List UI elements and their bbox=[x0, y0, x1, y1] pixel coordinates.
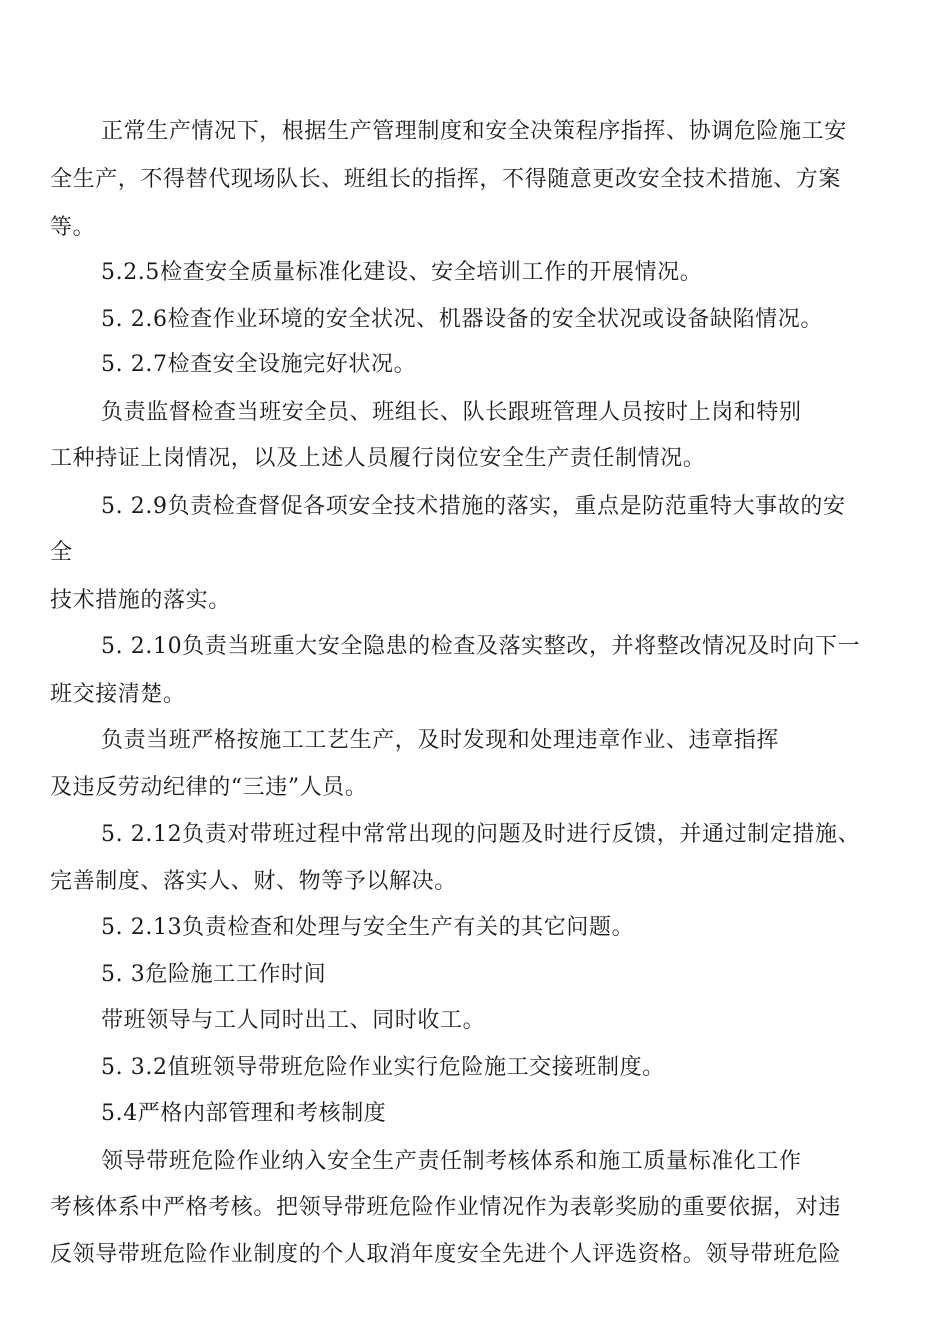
text-line: 5. 2.10负责当班重大安全隐患的检查及落实整改，并将整改情况及时向下一 bbox=[101, 634, 861, 659]
text-line: 5.4严格内部管理和考核制度 bbox=[101, 1101, 387, 1126]
text-line: 等。 bbox=[50, 215, 96, 240]
text-line: 全生产，不得替代现场队长、班组长的指挥，不得随意更改安全技术措施、方案 bbox=[50, 167, 842, 192]
text-line: 带班领导与工人同时出工、同时收工。 bbox=[101, 1008, 486, 1033]
text-line: 反领导带班危险作业制度的个人取消年度安全先进个人评选资格。领导带班危险 bbox=[50, 1242, 842, 1267]
text-line: 领导带班危险作业纳入安全生产责任制考核体系和施工质量标准化工作 bbox=[101, 1149, 802, 1174]
text-line: 技术措施的落实。 bbox=[50, 588, 231, 613]
text-line: 5. 3.2值班领导带班危险作业实行危险施工交接班制度。 bbox=[101, 1055, 665, 1080]
text-line: 班交接清楚。 bbox=[50, 682, 186, 707]
text-line: 及违反劳动纪律的“三违”人员。 bbox=[50, 775, 368, 800]
text-line: 全 bbox=[50, 540, 73, 565]
text-line: 考核体系中严格考核。把领导带班危险作业情况作为表彰奖励的重要依据，对违 bbox=[50, 1195, 842, 1220]
text-line: 负责当班严格按施工工艺生产，及时发现和处理违章作业、违章指挥 bbox=[101, 728, 780, 753]
text-line: 完善制度、落实人、财、物等予以解决。 bbox=[50, 869, 457, 894]
text-line: 5. 2.7检查安全设施完好状况。 bbox=[101, 352, 417, 377]
text-line: 工种持证上岗情况，以及上述人员履行岗位安全生产责任制情况。 bbox=[50, 446, 706, 471]
text-line: 5. 2.9负责检查督促各项安全技术措施的落实，重点是防范重特大事故的安 bbox=[101, 494, 846, 519]
text-line: 5.2.5检查安全质量标准化建设、安全培训工作的开展情况。 bbox=[101, 260, 703, 285]
text-line: 正常生产情况下，根据生产管理制度和安全决策程序指挥、协调危险施工安 bbox=[101, 119, 847, 144]
text-line: 5. 2.13负责检查和处理与安全生产有关的其它问题。 bbox=[101, 915, 635, 940]
text-line: 5. 2.12负责对带班过程中常常出现的问题及时进行反馈，并通过制定措施、 bbox=[101, 822, 861, 847]
text-line: 5. 3危险施工工作时间 bbox=[101, 962, 327, 987]
text-line: 5. 2.6检查作业环境的安全状况、机器设备的安全状况或设备缺陷情况。 bbox=[101, 307, 823, 332]
text-line: 负责监督检查当班安全员、班组长、队长跟班管理人员按时上岗和特别 bbox=[101, 400, 802, 425]
